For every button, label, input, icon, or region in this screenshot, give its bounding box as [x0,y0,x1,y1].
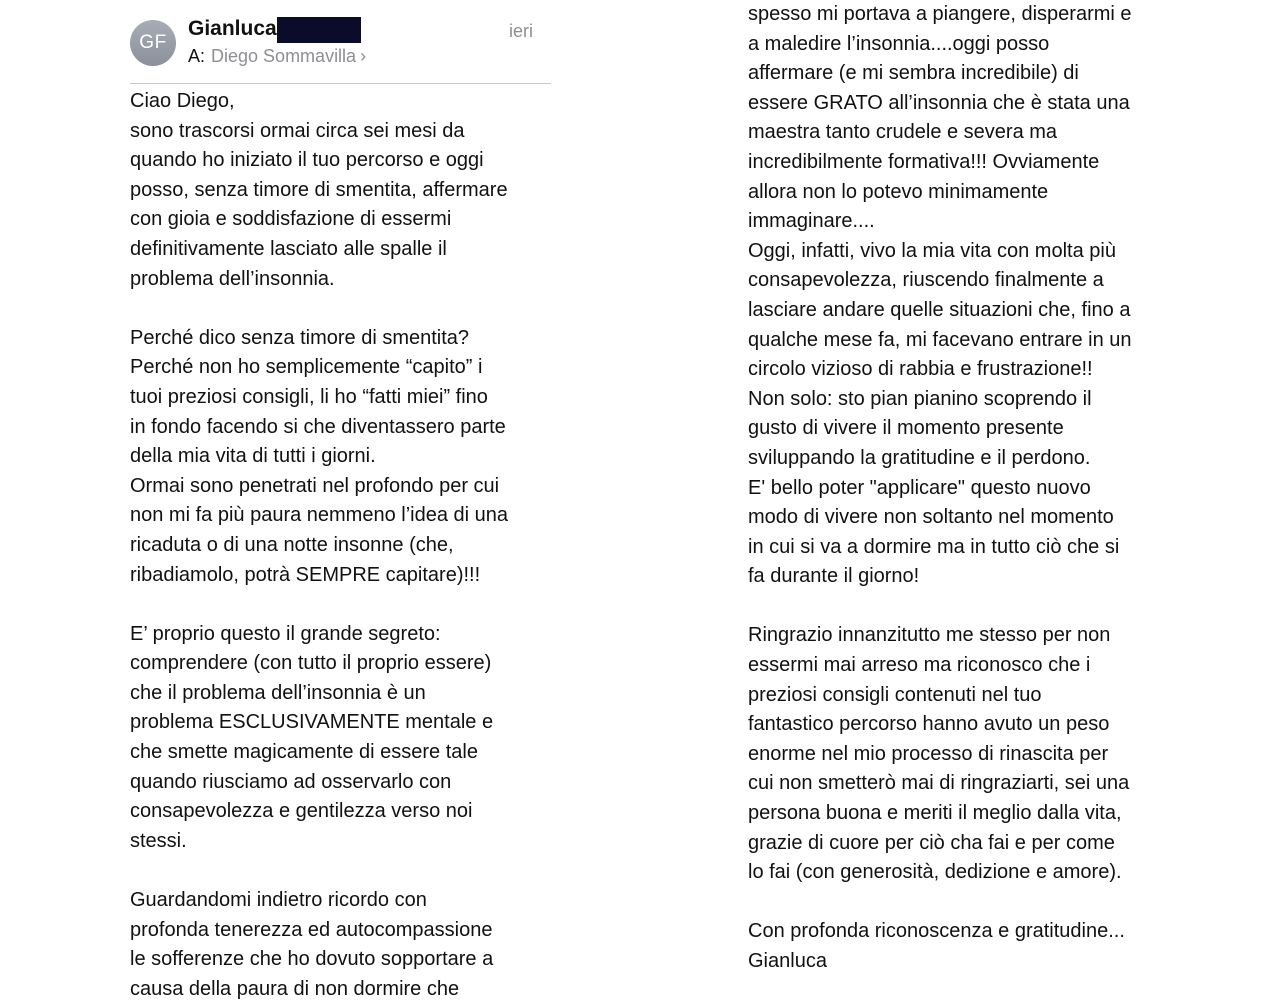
email-body-line: problema dell’insonnia. [130,267,335,290]
email-body-line: a maledire l’insonnia....oggi posso [748,32,1050,55]
email-right-column [748,0,1168,977]
email-body-line: maestra tanto crudele e severa ma [748,121,1058,144]
paragraph-gap [748,888,1168,918]
email-body-right [748,0,1168,977]
email-body-line: sviluppando la gratitudine e il perdono. [748,446,1091,469]
email-body-line: qualche mese fa, mi facevano entrare in un [748,328,1132,351]
email-body-line: enorme nel mio processo di rinascita per [748,742,1109,765]
email-body-line: modo di vivere non soltanto nel momento [748,506,1114,529]
email-body-line: fa durante il giorno! [748,565,920,588]
email-body-line: Guardandomi indietro ricordo con [130,889,427,912]
header-divider [130,83,551,84]
email-body-line: circolo vizioso di rabbia e frustrazione!! [748,358,1093,381]
email-body-line: gusto di vivere il momento presente [748,417,1064,440]
sender-name[interactable]: Gianluca [188,17,277,40]
email-body-line: non mi fa più paura nemmeno l’idea di una [130,504,509,527]
email-body-line: causa della paura di non dormire che [130,977,460,1000]
email-header [130,0,551,84]
email-body-line: Con profonda riconoscenza e gratitudine... [748,920,1125,943]
email-body-line: definitivamente lasciato alle spalle il [130,237,447,260]
email-body-line: grazie di cuore per ciò cha fai e per come [748,831,1115,854]
email-body-line: in fondo facendo si che diventassero parte [130,415,506,438]
email-body-line: Oggi, infatti, vivo la mia vita con molta più [748,239,1116,262]
paragraph-gap [130,294,560,324]
email-body-line: sono trascorsi ormai circa sei mesi da [130,119,465,142]
chevron-right-icon[interactable]: › [360,46,367,66]
email-body-line: Perché non ho semplicemente “capito” i [130,356,483,379]
paragraph-gap [130,856,560,886]
recipient-name[interactable]: Diego Sommavilla [211,46,357,66]
email-body-line: preziosi consigli contenuti nel tuo [748,683,1042,706]
email-date: ieri [508,21,533,41]
redacted-surname-block [277,17,361,43]
email-body-line: incredibilmente formativa!!! Ovviamente [748,150,1100,173]
recipient-row[interactable] [188,46,366,67]
email-body-line: che smette magicamente di essere tale [130,741,478,764]
email-body-line: con gioia e soddisfazione di essermi [130,208,452,231]
email-body-line: tuoi preziosi consigli, li ho “fatti miei” fino [130,385,488,408]
email-body-line: cui non smetterò mai di ringraziarti, sei una [748,772,1130,795]
paragraph-gap [748,592,1168,622]
email-body-line: quando ho iniziato il tuo percorso e oggi [130,149,484,172]
email-body-line: problema ESCLUSIVAMENTE mentale e [130,711,494,734]
email-body-line: comprendere (con tutto il proprio essere) [130,652,492,675]
email-body-line: essermi mai arreso ma riconosco che i [748,654,1091,677]
paragraph-gap [130,590,560,620]
email-body-line: consapevolezza e gentilezza verso noi [130,800,473,823]
email-body-line: ribadiamolo, potrà SEMPRE capitare)!!! [130,563,481,586]
email-body-line: allora non lo potevo minimamente [748,180,1049,203]
email-body-line: stessi. [130,829,187,852]
email-body-line: consapevolezza, riuscendo finalmente a [748,269,1104,292]
email-body-line: essere GRATO all’insonnia che è stata una [748,91,1130,114]
email-body-line: Ringrazio innanzitutto me stesso per non [748,624,1111,647]
sender-avatar[interactable]: GF [130,20,176,66]
email-body-line: Ormai sono penetrati nel profondo per cui [130,474,500,497]
email-body-line: lasciare andare quelle situazioni che, fino a [748,298,1131,321]
email-left-column [130,0,560,1004]
email-body-line: profonda tenerezza ed autocompassione [130,918,493,941]
email-body-line: fantastico percorso hanno avuto un peso [748,713,1110,736]
email-body-line: Gianluca [748,950,827,972]
email-body-line: Ciao Diego, [130,90,235,112]
email-body-line: persona buona e meriti il meglio dalla vita, [748,802,1122,825]
email-body-line: spesso mi portava a piangere, disperarmi e [748,3,1132,25]
email-body-line: Perché dico senza timore di smentita? [130,326,470,349]
email-body-line: in cui si va a dormire ma in tutto ciò che si [748,535,1120,558]
email-body-line: le sofferenze che ho dovuto sopportare a [130,948,494,971]
email-body-line: posso, senza timore di smentita, affermare [130,178,508,201]
email-body-line: immaginare.... [748,210,875,233]
email-body-line: che il problema dell’insonnia è un [130,681,426,704]
email-body-line: E’ proprio questo il grande segreto: [130,622,441,645]
email-body-line: E' bello poter "applicare" questo nuovo [748,476,1091,499]
email-body-line: affermare (e mi sembra incredibile) di [748,62,1079,85]
email-body-line: ricaduta o di una notte insonne (che, [130,533,454,556]
email-body-left [130,87,560,1004]
email-body-line: quando riusciamo ad osservarlo con [130,770,452,793]
recipient-label: A: [188,46,206,66]
email-body-line: Non solo: sto pian pianino scoprendo il [748,387,1092,410]
email-body-line: lo fai (con generosità, dedizione e amore). [748,861,1122,884]
email-body-line: della mia vita di tutti i giorni. [130,445,376,468]
